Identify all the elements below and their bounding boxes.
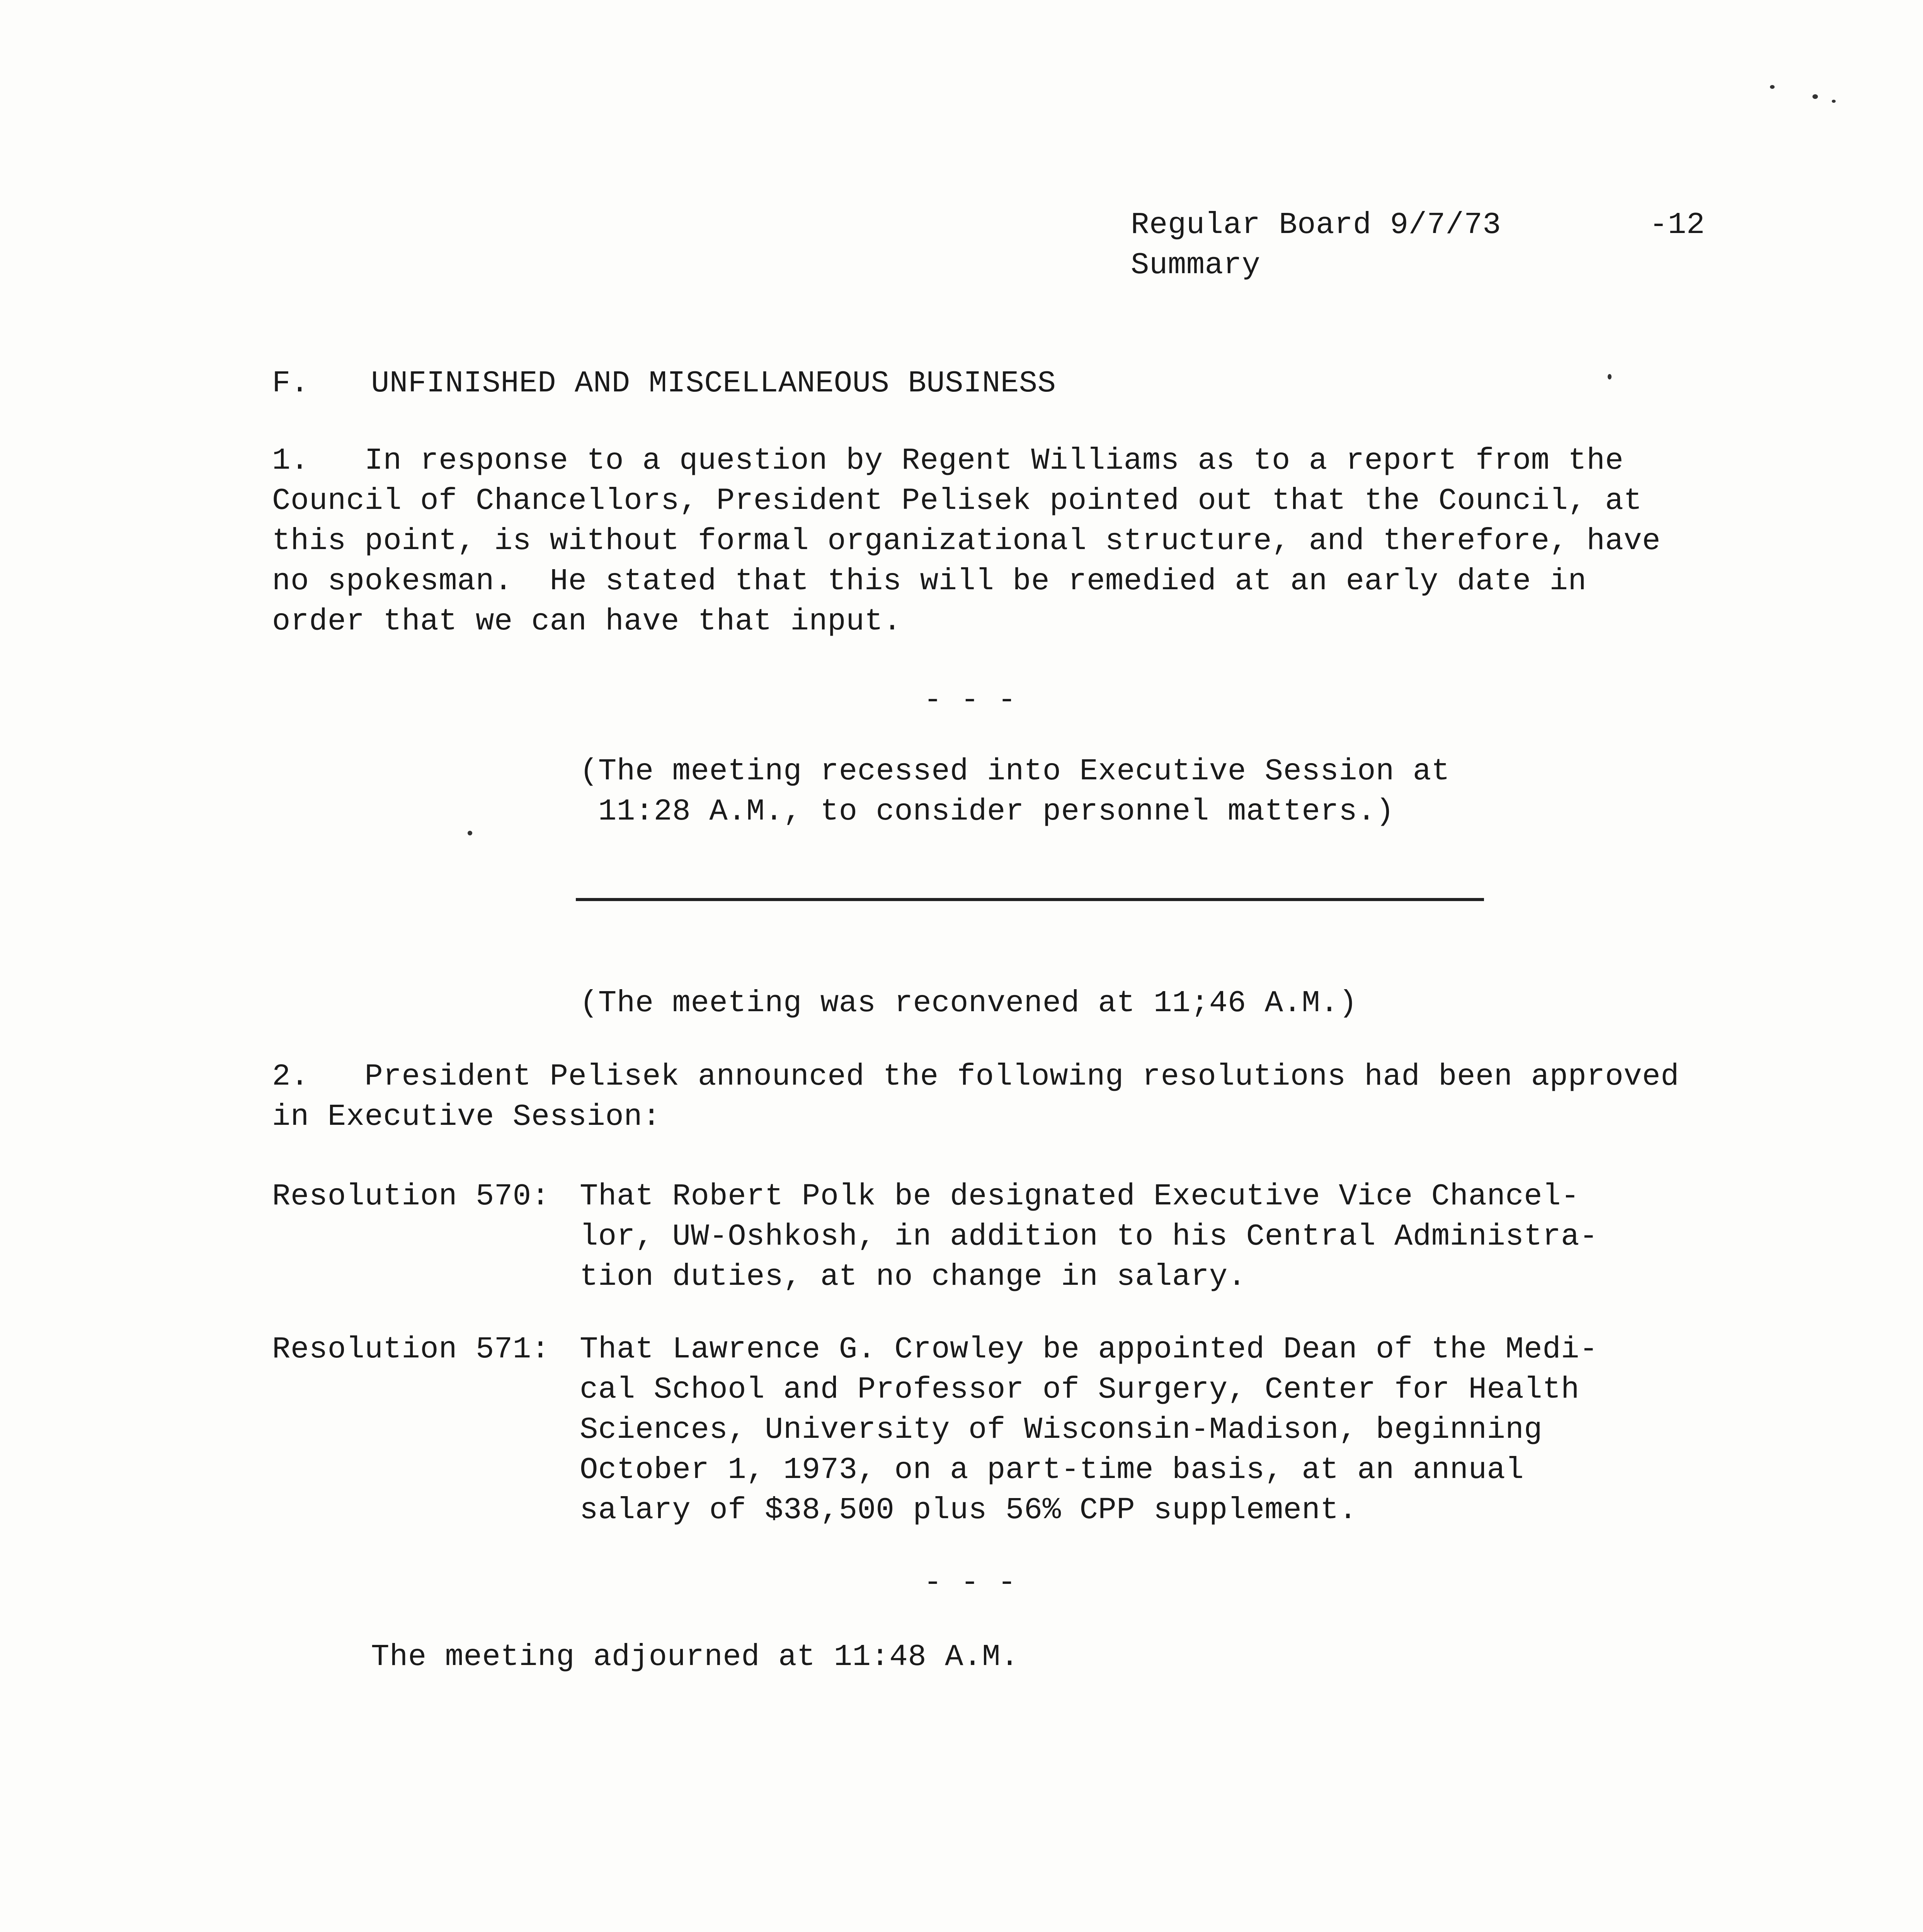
recess-note-line: 11:28 A.M., to consider personnel matters.) xyxy=(580,794,1394,829)
item2-line: in Executive Session: xyxy=(272,1099,661,1134)
item1-line: this point, is without formal organizational structure, and therefore, have xyxy=(272,524,1661,558)
item1-line: no spokesman. He stated that this will be remedied at an early date in xyxy=(272,564,1587,599)
header-page-ref: -12 xyxy=(1649,207,1705,242)
resolution-line: That Robert Polk be designated Executive Vice Chancel- xyxy=(580,1179,1580,1214)
divider-line xyxy=(576,898,1484,901)
resolution-line: tion duties, at no change in salary. xyxy=(580,1259,1246,1294)
item2-line: 2. President Pelisek announced the following resolutions had been approved xyxy=(272,1059,1679,1094)
resolution-line: Sciences, University of Wisconsin-Madison, beginning xyxy=(580,1412,1543,1447)
resolution-line: That Lawrence G. Crowley be appointed Dean of the Medi- xyxy=(580,1332,1598,1367)
item1-line: order that we can have that input. xyxy=(272,604,902,639)
section-letter: F. xyxy=(272,366,309,401)
scan-speck xyxy=(1832,100,1836,103)
resolution-label: Resolution 571: xyxy=(272,1332,550,1367)
separator: - - - xyxy=(924,1565,1016,1600)
reconvene-note: (The meeting was reconvened at 11;46 A.M.) xyxy=(580,986,1358,1020)
section-title: UNFINISHED AND MISCELLANEOUS BUSINESS xyxy=(371,366,1056,401)
scan-speck xyxy=(1770,85,1775,89)
resolution-line: October 1, 1973, on a part-time basis, at an annual xyxy=(580,1452,1524,1487)
separator: - - - xyxy=(924,683,1016,718)
header-title: Regular Board 9/7/73 xyxy=(1131,207,1501,242)
resolution-line: cal School and Professor of Surgery, Center for Health xyxy=(580,1372,1580,1407)
resolution-line: salary of $38,500 plus 56% CPP supplement. xyxy=(580,1493,1358,1527)
scan-speck xyxy=(1608,374,1612,379)
item1-line: 1. In response to a question by Regent Williams as to a report from the xyxy=(272,443,1624,478)
scan-speck xyxy=(468,831,472,835)
item1-line: Council of Chancellors, President Pelisek pointed out that the Council, at xyxy=(272,483,1642,518)
header-subtitle: Summary xyxy=(1131,248,1261,282)
scan-speck xyxy=(1812,94,1818,99)
adjourned-note: The meeting adjourned at 11:48 A.M. xyxy=(371,1639,1019,1674)
resolution-label: Resolution 570: xyxy=(272,1179,550,1214)
recess-note-line: (The meeting recessed into Executive Session at xyxy=(580,754,1450,789)
resolution-line: lor, UW-Oshkosh, in addition to his Central Administra- xyxy=(580,1219,1598,1254)
